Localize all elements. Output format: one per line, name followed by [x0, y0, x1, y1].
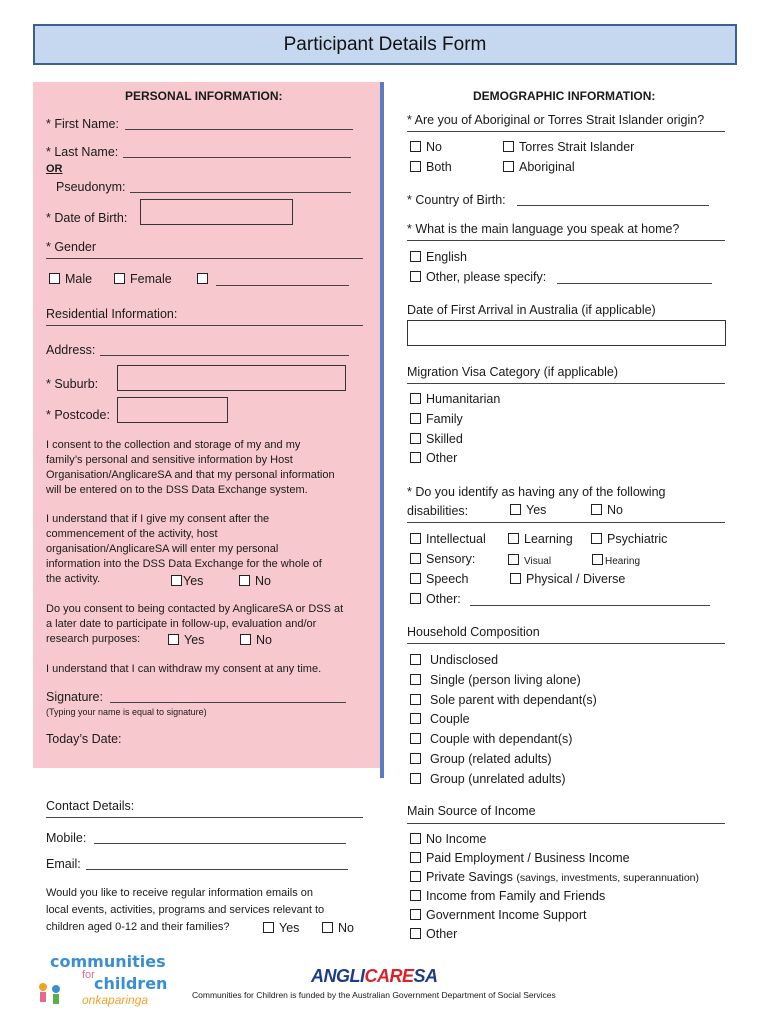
checkbox[interactable] [410, 161, 421, 172]
divider [46, 817, 363, 818]
checkbox[interactable] [410, 773, 421, 784]
consent3-no-option[interactable] [240, 633, 272, 647]
postcode-label: * Postcode: [46, 408, 110, 422]
email-label: Email: [46, 857, 81, 871]
atsi-both-option[interactable] [410, 160, 452, 174]
income-government-option[interactable] [410, 908, 587, 922]
text-line: the activity. [46, 573, 101, 585]
option-label: Both [426, 160, 452, 174]
text-line: Organisation/AnglicareSA and that my personal information [46, 469, 335, 481]
option-label: No Income [426, 832, 487, 846]
household-label: Household Composition [407, 625, 540, 639]
income-none-option[interactable] [410, 832, 486, 846]
option-label: Sole parent with dependant(s) [430, 693, 597, 707]
yes-label: Yes [183, 574, 204, 588]
dis-visual-option[interactable] [508, 554, 551, 567]
column-divider [380, 82, 384, 778]
postcode-field[interactable] [117, 397, 228, 423]
checkbox[interactable] [410, 533, 421, 544]
checkbox[interactable] [114, 273, 125, 284]
newsletter-no-option[interactable] [322, 921, 354, 935]
checkbox[interactable] [410, 573, 421, 584]
logo-text: SA [413, 966, 438, 986]
visa-label: Migration Visa Category (if applicable) [407, 365, 618, 379]
consent2-no-option[interactable] [239, 574, 271, 588]
divider [407, 823, 725, 824]
checkbox[interactable] [410, 433, 421, 444]
consent2-yes-option[interactable] [171, 574, 203, 588]
pseudonym-label: Pseudonym: [56, 180, 126, 194]
checkbox[interactable] [410, 393, 421, 404]
divider [407, 643, 725, 644]
checkbox[interactable] [168, 634, 179, 645]
option-label: Other [426, 451, 458, 465]
text-line: family’s personal and sensitive information by Host [46, 454, 293, 466]
checkbox[interactable] [410, 271, 421, 282]
divider [407, 240, 725, 241]
atsi-no-option[interactable] [410, 140, 442, 154]
option-note: (savings, investments, superannuation) [516, 872, 700, 884]
visa-skilled-option[interactable] [410, 432, 463, 446]
dis-learning-option[interactable] [508, 532, 573, 546]
checkbox[interactable] [410, 674, 421, 685]
logo-line-4: onkaparinga [82, 993, 149, 1007]
no-label: No [256, 633, 272, 647]
logo-line-1: communities [50, 952, 166, 971]
text-line: will be entered on to the DSS Data Exchange system. [46, 484, 308, 496]
checkbox[interactable] [410, 654, 421, 665]
last-name-label: * Last Name: [46, 145, 119, 159]
text-line: I consent to the collection and storage of my and my [46, 439, 301, 451]
household-single-option[interactable] [410, 673, 581, 687]
checkbox[interactable] [410, 890, 421, 901]
logo-text: ANGLI [311, 966, 365, 986]
dis-speech-option[interactable] [410, 572, 468, 586]
mobile-label: Mobile: [46, 831, 87, 845]
checkbox[interactable] [508, 554, 519, 565]
checkbox[interactable] [410, 694, 421, 705]
address-field[interactable] [100, 355, 349, 356]
divider [407, 383, 725, 384]
demographic-heading: DEMOGRAPHIC INFORMATION: [473, 89, 656, 103]
option-label: Group (related adults) [430, 752, 552, 766]
consent-collection-text [46, 438, 335, 498]
dis-sensory-option[interactable] [410, 552, 475, 566]
checkbox[interactable] [322, 922, 333, 933]
income-other-option[interactable] [410, 927, 457, 941]
no-label: No [255, 574, 271, 588]
country-of-birth-label: * Country of Birth: [407, 193, 506, 207]
option-label: Yes [526, 503, 547, 517]
pseudonym-field[interactable] [130, 192, 351, 193]
option-label: Visual [524, 556, 552, 567]
option-label: Learning [524, 532, 573, 546]
option-label: Other, please specify: [426, 270, 547, 284]
arrival-date-field[interactable] [407, 320, 726, 346]
checkbox[interactable] [503, 141, 514, 152]
text-line: a later date to participate in follow-up, evaluation and/or [46, 618, 317, 630]
text-line: Do you consent to being contacted by AnglicareSA or DSS at [46, 603, 344, 615]
checkbox[interactable] [410, 413, 421, 424]
text-line: commencement of the activity, host [46, 528, 218, 540]
household-couple-option[interactable] [410, 712, 470, 726]
dis-hearing-option[interactable] [592, 554, 640, 567]
checkbox[interactable] [508, 533, 519, 544]
checkbox[interactable] [591, 533, 602, 544]
newsletter-yes-option[interactable] [263, 921, 299, 935]
page-title: Participant Details Form [33, 24, 737, 65]
checkbox[interactable] [240, 634, 251, 645]
last-name-field[interactable] [123, 157, 351, 158]
household-group-related-option[interactable] [410, 752, 552, 766]
logo-line-2: for [82, 969, 95, 981]
dob-label: * Date of Birth: [46, 211, 128, 225]
option-label: Psychiatric [607, 532, 668, 546]
withdraw-consent-text: I understand that I can withdraw my consent at any time. [46, 663, 322, 675]
atsi-question: * Are you of Aboriginal or Torres Strait Islander origin? [407, 113, 705, 127]
checkbox[interactable] [410, 753, 421, 764]
gender-female-option[interactable] [114, 272, 172, 286]
checkbox[interactable] [410, 141, 421, 152]
option-label: Physical / Diverse [526, 572, 626, 586]
option-label: Group (unrelated adults) [430, 772, 566, 786]
checkbox[interactable] [592, 554, 603, 565]
option-label: Couple [430, 712, 470, 726]
option-label: Sensory: [426, 552, 476, 566]
yes-label: Yes [184, 633, 205, 647]
contact-heading: Contact Details: [46, 799, 135, 813]
option-label: Income from Family and Friends [426, 889, 606, 903]
checkbox[interactable] [410, 452, 421, 463]
checkbox[interactable] [263, 922, 274, 933]
first-name-label: * First Name: [46, 117, 119, 131]
option-label: No [607, 503, 623, 517]
checkbox[interactable] [410, 852, 421, 863]
text-line: information into the DSS Data Exchange for the whole of [46, 558, 322, 570]
option-label: Family [426, 412, 463, 426]
option-label: Intellectual [426, 532, 486, 546]
checkbox[interactable] [410, 713, 421, 724]
funding-statement: Communities for Children is funded by the Australian Government Department of Social Services [192, 990, 556, 1000]
visa-humanitarian-option[interactable] [410, 392, 500, 406]
checkbox[interactable] [410, 833, 421, 844]
divider [407, 131, 725, 132]
checkbox[interactable] [410, 928, 421, 939]
option-label: Torres Strait Islander [519, 140, 635, 154]
text-line: Would you like to receive regular information emails on [46, 887, 313, 899]
divider [46, 258, 363, 259]
no-label: No [338, 921, 354, 935]
text-line: children aged 0-12 and their families? [46, 921, 230, 933]
consent3-yes-option[interactable] [168, 633, 204, 647]
text-line: research purposes: [46, 633, 141, 645]
dob-field[interactable] [140, 199, 293, 225]
suburb-label: * Suburb: [46, 377, 99, 391]
email-field[interactable] [86, 869, 348, 870]
visa-family-option[interactable] [410, 412, 463, 426]
or-label: OR [46, 163, 63, 175]
dis-other-option[interactable] [410, 592, 461, 606]
income-family-option[interactable] [410, 889, 605, 903]
atsi-tsi-option[interactable] [503, 140, 634, 154]
disability-yes-option[interactable] [510, 503, 546, 517]
income-label: Main Source of Income [407, 804, 536, 818]
anglicare-logo [311, 966, 438, 987]
option-label: No [426, 140, 442, 154]
residential-label: Residential Information: [46, 307, 178, 321]
checkbox[interactable] [410, 553, 421, 564]
text-line: local events, activities, programs and services relevant to [46, 904, 325, 916]
children-figures-icon [36, 980, 66, 1010]
suburb-field[interactable] [117, 365, 346, 391]
income-savings-option[interactable] [410, 870, 699, 884]
checkbox[interactable] [410, 909, 421, 920]
checkbox[interactable] [510, 573, 521, 584]
todays-date-label: Today’s Date: [46, 732, 122, 746]
yes-label: Yes [279, 921, 300, 935]
checkbox[interactable] [239, 575, 250, 586]
checkbox[interactable] [410, 593, 421, 604]
household-sole-parent-option[interactable] [410, 693, 597, 707]
dis-psychiatric-option[interactable] [591, 532, 667, 546]
checkbox[interactable] [410, 251, 421, 262]
divider [407, 522, 725, 523]
option-label: English [426, 250, 467, 264]
checkbox[interactable] [197, 273, 208, 284]
household-group-unrelated-option[interactable] [410, 772, 566, 786]
option-label: Humanitarian [426, 392, 501, 406]
disability-question: * Do you identify as having any of the following [407, 485, 666, 499]
household-undisclosed-option[interactable] [410, 653, 498, 667]
gender-label: * Gender [46, 240, 97, 254]
option-label: Other [426, 927, 458, 941]
option-label: Government Income Support [426, 908, 587, 922]
communities-for-children-logo [36, 952, 166, 1012]
gender-other-field[interactable] [216, 285, 349, 286]
language-question: * What is the main language you speak at home? [407, 222, 680, 236]
gender-male-option[interactable] [49, 272, 92, 286]
signature-label: Signature: [46, 690, 103, 704]
option-label: Hearing [605, 556, 641, 567]
household-couple-dependants-option[interactable] [410, 732, 572, 746]
logo-text: CARE [364, 966, 414, 986]
logo-line-3: children [94, 974, 168, 993]
dis-intellectual-option[interactable] [410, 532, 486, 546]
text-line: I understand that if I give my consent after the [46, 513, 270, 525]
text-line: organisation/AnglicareSA will enter my personal [46, 543, 279, 555]
mobile-field[interactable] [94, 843, 346, 844]
atsi-aboriginal-option[interactable] [503, 160, 575, 174]
first-name-field[interactable] [125, 129, 353, 130]
option-label: Aboriginal [519, 160, 575, 174]
address-label: Address: [46, 343, 96, 357]
gender-other-option[interactable] [197, 272, 213, 286]
checkbox[interactable] [171, 575, 182, 586]
checkbox[interactable] [503, 161, 514, 172]
option-label: Other: [426, 592, 461, 606]
option-label: Single (person living alone) [430, 673, 581, 687]
checkbox[interactable] [49, 273, 60, 284]
visa-other-option[interactable] [410, 451, 457, 465]
option-label: Couple with dependant(s) [430, 732, 573, 746]
gender-female-label: Female [130, 272, 172, 286]
checkbox[interactable] [510, 504, 521, 515]
dis-other-field[interactable] [470, 605, 710, 606]
lang-other-option[interactable] [410, 270, 546, 284]
signature-note: (Typing your name is equal to signature) [46, 707, 207, 717]
gender-male-label: Male [65, 272, 93, 286]
country-of-birth-field[interactable] [517, 205, 709, 206]
checkbox[interactable] [410, 871, 421, 882]
personal-heading: PERSONAL INFORMATION: [125, 89, 283, 103]
checkbox[interactable] [591, 504, 602, 515]
income-paid-option[interactable] [410, 851, 630, 865]
lang-other-field[interactable] [557, 283, 712, 284]
lang-english-option[interactable] [410, 250, 467, 264]
disability-no-option[interactable] [591, 503, 623, 517]
arrival-label: Date of First Arrival in Australia (if applicable) [407, 303, 656, 317]
dis-physical-option[interactable] [510, 572, 625, 586]
checkbox[interactable] [410, 733, 421, 744]
option-label: Speech [426, 572, 469, 586]
option-label: Undisclosed [430, 653, 499, 667]
option-label: Private Savings [426, 870, 513, 884]
disabilities-label: disabilities: [407, 504, 469, 518]
divider [46, 325, 363, 326]
option-label: Paid Employment / Business Income [426, 851, 630, 865]
option-label: Skilled [426, 432, 463, 446]
signature-field[interactable] [110, 702, 346, 703]
